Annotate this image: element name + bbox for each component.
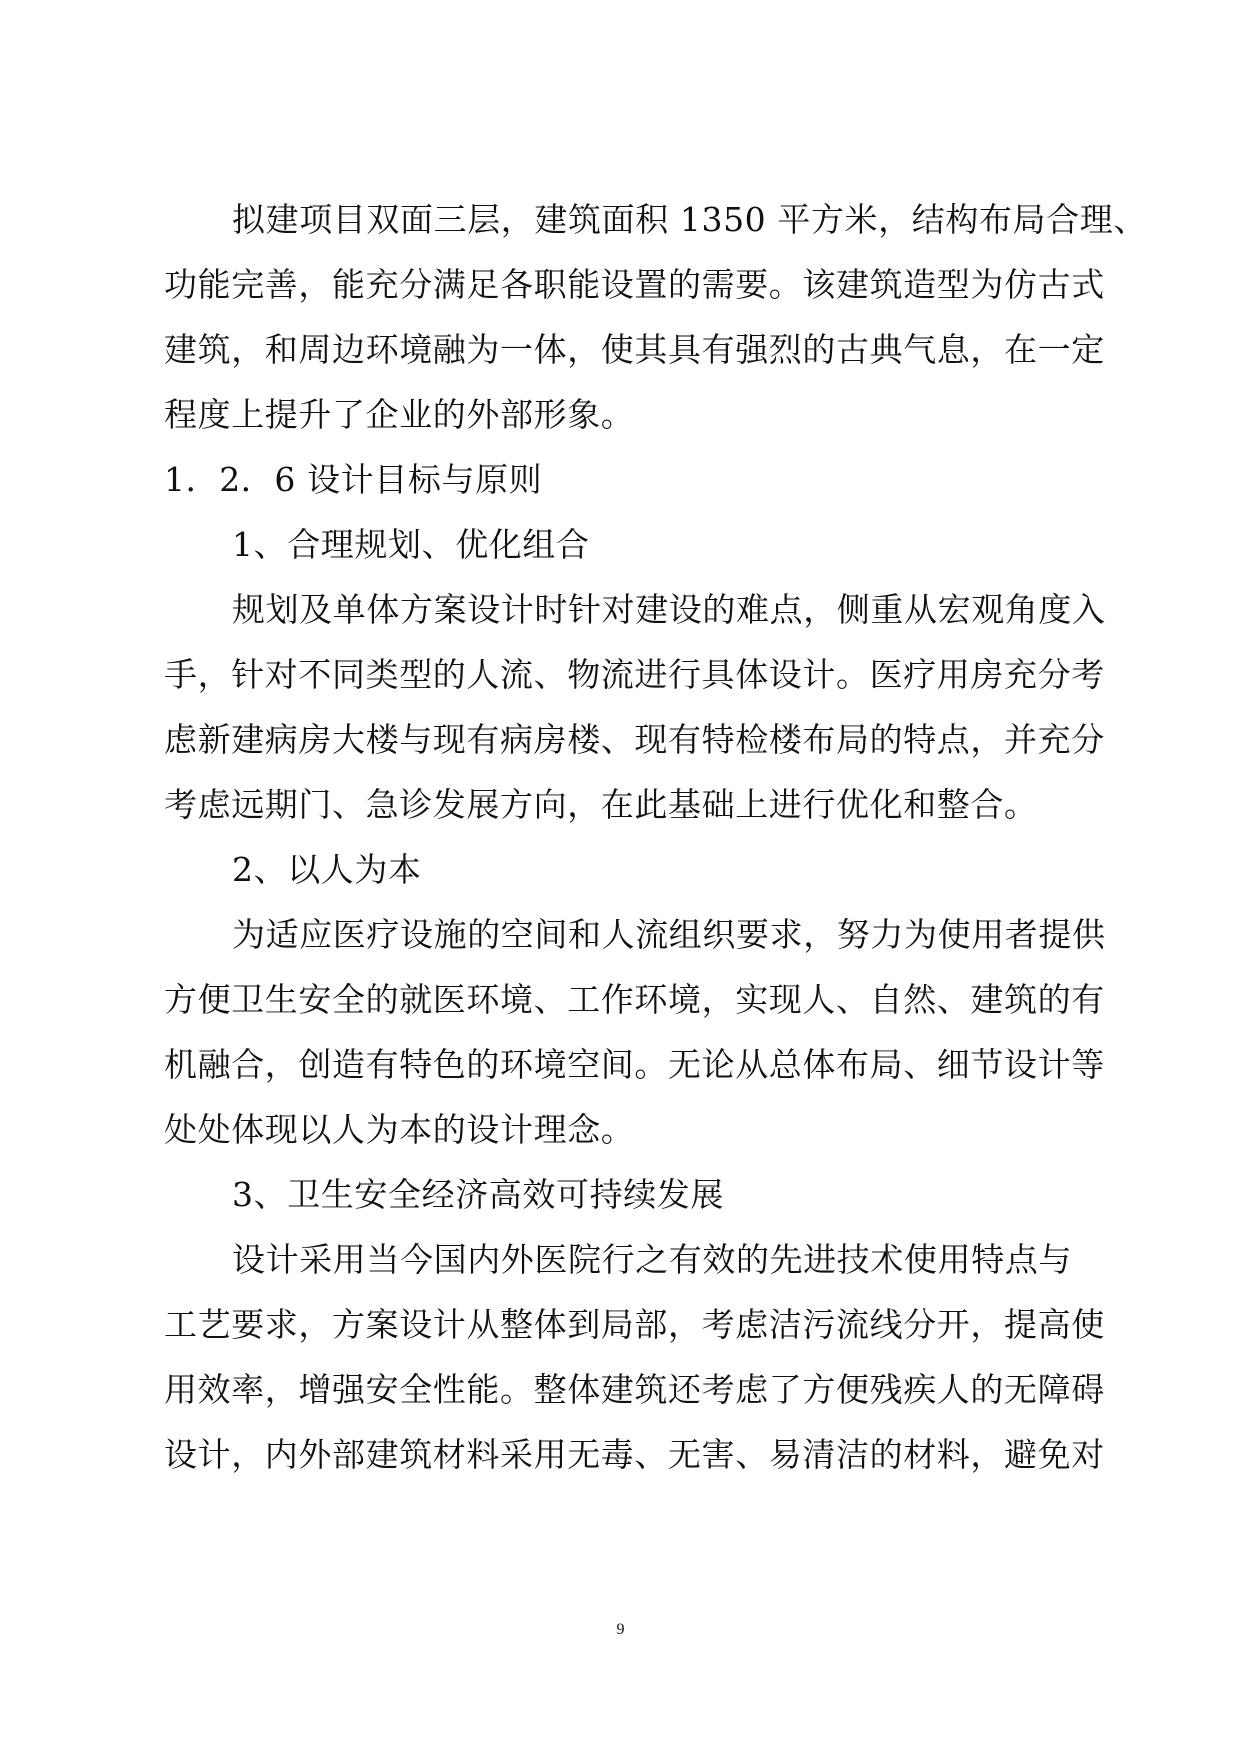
paragraph-line: 规划及单体方案设计时针对建设的难点，侧重从宏观角度入	[232, 590, 1106, 629]
paragraph-line: 方便卫生安全的就医环境、工作环境，实现人、自然、建筑的有	[164, 980, 1105, 1019]
paragraph-line: 拟建项目双面三层，建筑面积 1350 平方米，结构布局合理、	[232, 200, 1147, 239]
paragraph-line: 为适应医疗设施的空间和人流组织要求，努力为使用者提供	[232, 915, 1106, 954]
paragraph-line: 程度上提升了企业的外部形象。	[164, 395, 635, 434]
list-item-heading: 3、卫生安全经济高效可持续发展	[232, 1175, 724, 1214]
paragraph-line: 建筑，和周边环境融为一体，使其具有强烈的古典气息，在一定	[164, 330, 1105, 369]
paragraph-line: 工艺要求，方案设计从整体到局部，考虑洁污流线分开，提高使	[164, 1305, 1105, 1344]
paragraph-line: 手，针对不同类型的人流、物流进行具体设计。医疗用房充分考	[164, 655, 1105, 694]
paragraph-line: 设计，内外部建筑材料采用无毒、无害、易清洁的材料，避免对	[164, 1435, 1105, 1474]
paragraph-line: 设计采用当今国内外医院行之有效的先进技术使用特点与	[232, 1240, 1072, 1279]
paragraph-line: 虑新建病房大楼与现有病房楼、现有特检楼布局的特点，并充分	[164, 720, 1105, 759]
paragraph-line: 考虑远期门、急诊发展方向，在此基础上进行优化和整合。	[164, 785, 1038, 824]
paragraph-line: 处处体现以人为本的设计理念。	[164, 1110, 635, 1149]
paragraph-line: 用效率，增强安全性能。整体建筑还考虑了方便残疾人的无障碍	[164, 1370, 1105, 1409]
list-item-heading: 1、合理规划、优化组合	[232, 525, 590, 564]
paragraph-line: 机融合，创造有特色的环境空间。无论从总体布局、细节设计等	[164, 1045, 1105, 1084]
section-heading: 1．2．6 设计目标与原则	[164, 460, 543, 499]
paragraph-line: 功能完善，能充分满足各职能设置的需要。该建筑造型为仿古式	[164, 265, 1105, 304]
list-item-heading: 2、以人为本	[232, 850, 422, 889]
page-number: 9	[616, 1621, 625, 1638]
